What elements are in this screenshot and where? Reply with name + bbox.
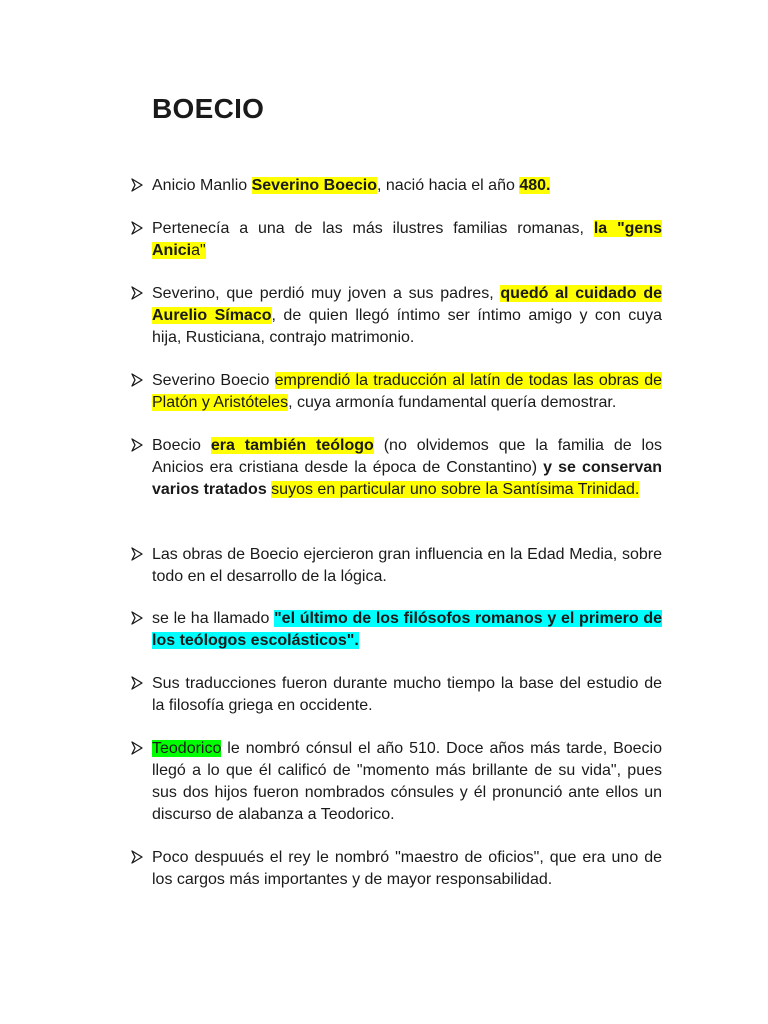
arrowhead-bullet-icon — [130, 176, 144, 192]
text-segment: Severino, que perdió muy joven a sus padres, — [152, 285, 501, 302]
text-segment: , de quien llegó íntimo ser íntimo amigo y con cuya hija, Rusticiana, contrajo matrimonio. — [152, 307, 663, 346]
text-segment: Anicio Manlio — [152, 177, 252, 194]
text-segment: suyos en particular uno sobre la Santísima Trinidad. — [271, 481, 640, 498]
bullet-text — [152, 673, 662, 717]
arrowhead-bullet-icon — [130, 219, 144, 235]
text-segment: Severino Boecio — [251, 177, 377, 194]
bullet-text — [152, 370, 662, 414]
arrowhead-bullet-icon — [130, 436, 144, 452]
text-segment: Pertenecía a una de las más ilustres familias romanas, — [152, 220, 594, 237]
arrowhead-bullet-icon — [130, 545, 144, 561]
text-segment: se le ha llamado — [152, 610, 275, 627]
text-segment: Severino Boecio — [152, 372, 275, 389]
text-segment: , cuya armonía fundamental quería demostrar. — [288, 394, 617, 411]
arrowhead-bullet-icon — [130, 609, 144, 625]
bullet-text — [152, 218, 662, 262]
text-segment: , nació hacia el año — [376, 177, 520, 194]
arrowhead-bullet-icon — [130, 371, 144, 387]
bullet-text — [152, 435, 662, 501]
bullet-text — [152, 175, 662, 197]
text-segment: (no olvidemos que la familia de los Anicios era cristiana desde la época de Constantino) — [152, 437, 662, 476]
bullet-text — [152, 544, 662, 588]
text-segment: quedó al cuidado de Aurelio Símaco — [152, 285, 662, 324]
bullet-text — [152, 847, 662, 891]
arrowhead-bullet-icon — [130, 674, 144, 690]
bullet-text — [152, 283, 662, 349]
text-segment: era también teólogo — [210, 437, 374, 454]
arrowhead-bullet-icon — [130, 284, 144, 300]
text-segment: Sus traducciones fueron durante mucho tiempo la base del estudio de la filosofía griega en occidente. — [152, 675, 662, 714]
arrowhead-bullet-icon — [130, 848, 144, 864]
text-segment: emprendió la traducción al latín de todas las obras de Platón y Aristóteles — [152, 372, 662, 411]
text-segment: "el último de los filósofos romanos y el primero de los teólogos escolásticos". — [152, 610, 663, 649]
arrowhead-bullet-icon — [130, 739, 144, 755]
document-title: BOECIO — [152, 93, 265, 124]
text-segment: Poco despuués el rey le nombró "maestro de oficios", que era uno de los cargos más importantes y de mayor responsabilidad. — [152, 849, 662, 888]
text-segment: la "gens Anici — [152, 220, 662, 259]
text-segment: Teodorico — [152, 740, 222, 757]
text-segment: Las obras de Boecio ejercieron gran influencia en la Edad Media, sobre todo en el desarrollo de la lógica. — [152, 546, 662, 585]
bullet-text — [152, 738, 662, 826]
text-segment: a" — [191, 242, 206, 259]
text-segment: Boecio — [152, 437, 211, 454]
text-segment: y se conservan varios tratados — [152, 459, 663, 498]
text-segment: le nombró cónsul el año 510. Doce años más tarde, Boecio llegó a lo que él calificó de "momento más brillante de su vida", pues sus dos hijos fueron nombrados cónsules y él pronunció ante ellos un discurso de alabanza a Teodorico. — [152, 740, 662, 823]
bullet-text — [152, 608, 662, 652]
text-segment: 480. — [519, 177, 551, 194]
